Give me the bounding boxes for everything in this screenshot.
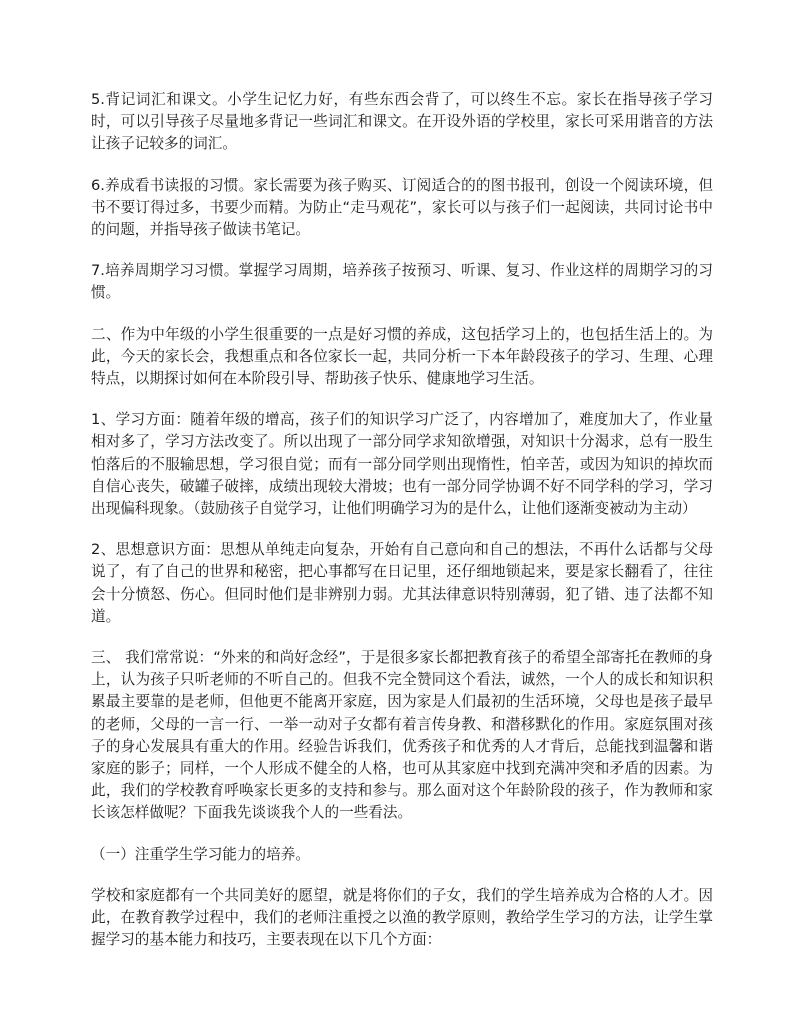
paragraph-study-aspect: 1、学习方面：随着年级的增高，孩子们的知识学习广泛了，内容增加了，难度加大了，作业量相对多了，学习方法改变了。所以出现了一部分同学求知欲增强，对知识十分渴求，总有一股生怕落后的不服输思想，学习很自觉；而有一部分同学则出现惰性，怕辛苦，或因为知识的掉坎而自信心丧失，破罐子破摔，成绩出现较大滑坡；也有一部分同学协调不好不同学科的学习，学习出现偏科现象。（鼓励孩子自觉学习，让他们明确学习为的是什么，让他们逐渐变被动为主动） [91, 411, 713, 518]
paragraph-reading-habit: 6.养成看书读报的习惯。家长需要为孩子购买、订阅适合的的图书报刊，创设一个阅读环境，但书不要订得过多，书要少而精。为防止“走马观花”，家长可以与孩子们一起阅读，共同讨论书中的问题，并指导孩子做读书笔记。 [91, 176, 713, 239]
paragraph-subheading-ability: （一）注重学生学习能力的培养。 [91, 845, 310, 863]
paragraph-section-three: 三、 我们常常说：“外来的和尚好念经”，于是很多家长都把教育孩子的希望全部寄托在教师的身上，认为孩子只听老师的不听自己的。但我不完全赞同这个看法，诚然，一个人的成长和知识积累最主要靠的是老师，但他更不能离开家庭，因为家是人们最初的生活环境，父母也是孩子最早的老师，父母的一言一行、一举一动对子女都有着言传身教、和潜移默化的作用。家庭氛围对孩子的身心发展具有重大的作用。经验告诉我们，优秀孩子和优秀的人才背后，总能找到温馨和谐家庭的影子；同样，一个人形成不健全的人格，也可从其家庭中找到充满冲突和矛盾的因素。为此，我们的学校教育呼唤家长更多的支持和参与。那么面对这个年龄阶段的孩子，作为教师和家长该怎样做呢？下面我先谈谈我个人的一些看法。 [91, 649, 713, 822]
paragraph-section-two: 二、作为中年级的小学生很重要的一点是好习惯的养成，这包括学习上的，也包括生活上的。为此，今天的家长会，我想重点和各位家长一起，共同分析一下本年龄段孩子的学习、生理、心理特点，以期探讨如何在本阶段引导、帮助孩子快乐、健康地学习生活。 [91, 325, 713, 388]
paragraph-thought-aspect: 2、思想意识方面：思想从单纯走向复杂，开始有自己意向和自己的想法，不再什么话都与父母说了，有了自己的世界和秘密，把心事都写在日记里，还仔细地锁起来，要是家长翻看了，往往会十分愤怒、伤心。但同时他们是非辨别力弱。尤其法律意识特别薄弱，犯了错、违了法都不知道。 [91, 541, 713, 625]
paragraph-study-cycle: 7.培养周期学习习惯。掌握学习周期，培养孩子按预习、听课、复习、作业这样的周期学习的习惯。 [91, 262, 713, 302]
paragraph-recite-vocabulary: 5.背记词汇和课文。小学生记忆力好，有些东西会背了，可以终生不忘。家长在指导孩子学习时，可以引导孩子尽量地多背记一些词汇和课文。在开设外语的学校里，家长可采用谐音的方法让孩子记较多的词汇。 [91, 91, 713, 153]
document-body [91, 89, 713, 971]
paragraph-school-family-wish: 学校和家庭都有一个共同美好的愿望，就是将你们的子女，我们的学生培养成为合格的人才。因此，在教育教学过程中，我们的老师注重授之以渔的教学原则，教给学生学习的方法，让学生掌握学习的基本能力和技巧，主要表现在以下几个方面： [91, 886, 713, 949]
